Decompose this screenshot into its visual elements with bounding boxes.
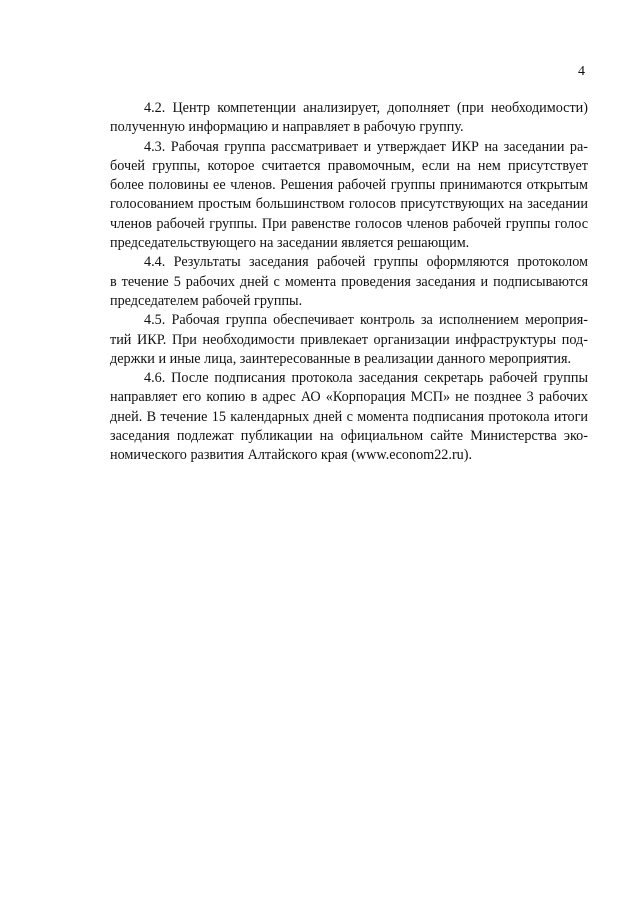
paragraph-line: направляет его копию в адрес АО «Корпорация МСП» не позднее 3 рабочих — [110, 389, 588, 406]
paragraph-4-5 — [110, 311, 588, 369]
paragraph-line: 4.5. Рабочая группа обеспечивает контроль за исполнением мероприя- — [144, 312, 588, 329]
paragraph-line: бочей группы, которое считается правомочным, если на нем присутствует — [110, 157, 588, 174]
paragraph-line: заседания подлежат публикации на официальном сайте Министерства эко- — [110, 428, 588, 445]
paragraph-line: 4.2. Центр компетенции анализирует, дополняет (при необходимости) — [144, 100, 588, 116]
paragraph-line: более половины ее членов. Решения рабочей группы принимаются открытым — [110, 177, 588, 194]
paragraph-line: номического развития Алтайского края (www.econom22.ru). — [110, 447, 473, 464]
paragraph-4-3 — [110, 138, 588, 254]
paragraph-line: 4.3. Рабочая группа рассматривает и утверждает ИКР на заседании ра- — [144, 138, 588, 155]
paragraph-line: дней. В течение 15 календарных дней с момента подписания протокола итоги — [110, 408, 588, 425]
paragraph-line: председателем рабочей группы. — [110, 292, 303, 309]
document-body — [110, 99, 588, 466]
paragraph-line: членов рабочей группы. При равенстве голосов членов рабочей группы голос — [110, 215, 588, 232]
paragraph-line: 4.4. Результаты заседания рабочей группы оформляются протоколом — [144, 254, 588, 271]
paragraph-line: председательствующего на заседании является решающим. — [110, 235, 470, 252]
page-number: 4 — [578, 64, 585, 79]
paragraph-line: в течение 5 рабочих дней с момента проведения заседания и подписываются — [110, 273, 588, 290]
paragraph-line: голосованием простым большинством голосов присутствующих на заседании — [110, 196, 588, 213]
paragraph-line: тий ИКР. При необходимости привлекает организации инфраструктуры под- — [110, 331, 588, 348]
paragraph-line: держки и иные лица, заинтересованные в реализации данного мероприятия. — [110, 350, 572, 367]
paragraph-4-6 — [110, 369, 588, 465]
paragraph-line: 4.6. После подписания протокола заседания секретарь рабочей группы — [144, 370, 588, 387]
paragraph-4-2 — [110, 99, 588, 138]
paragraph-4-4 — [110, 253, 588, 311]
paragraph-line: полученную информацию и направляет в рабочую группу. — [110, 119, 464, 136]
